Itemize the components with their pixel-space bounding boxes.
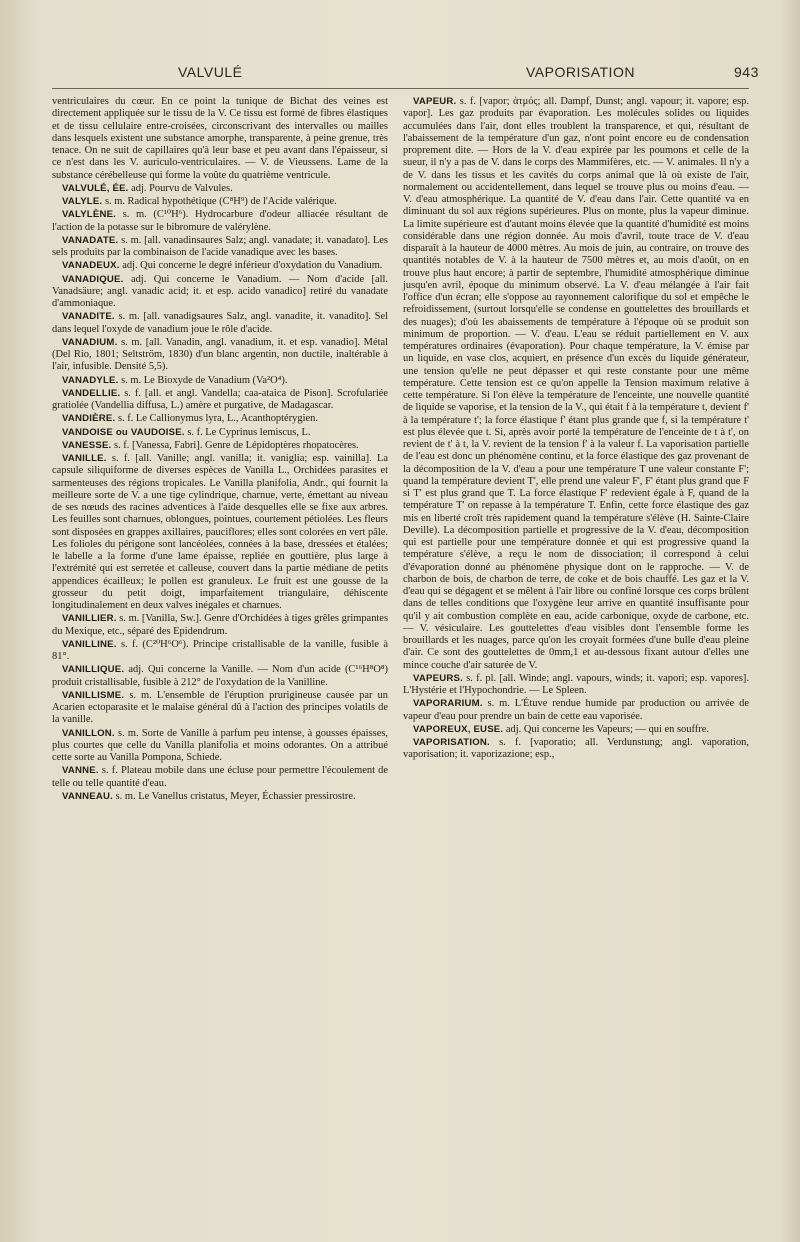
dictionary-entry	[52, 388, 388, 413]
dictionary-entry	[52, 453, 388, 612]
dictionary-entry	[52, 728, 388, 765]
entry-headword: VAPEUR.	[413, 96, 457, 107]
entry-text: adj. Pourvu de Valvules.	[131, 182, 233, 194]
entry-headword: VANADIUM.	[62, 336, 118, 348]
entry-text: s. f. Le Callionymus lyra, L., Acanthoptérygien.	[117, 413, 318, 425]
dictionary-entry	[52, 413, 388, 425]
dictionary-entry	[52, 613, 388, 638]
entry-text: s. m. Le Vanellus cristatus, Meyer, Échassier pressirostre.	[115, 790, 356, 802]
running-head-right: VAPORISATION	[526, 64, 635, 80]
dictionary-entry	[403, 737, 749, 762]
entry-text: adj. Qui concerne le Vanadium. — Nom d'acide [all. Vanadsäure; angl. vanadic acid; it. et esp. acido vanadico] retiré du vanadate d'ammoniaque.	[52, 273, 389, 309]
entry-headword: VANILLISME.	[62, 689, 125, 701]
entry-headword: VANADEUX.	[62, 260, 120, 272]
dictionary-entry	[52, 765, 388, 790]
running-head-left: VALVULÉ	[178, 64, 243, 80]
entry-headword: VANILLON.	[62, 727, 115, 739]
entry-text: s. f. Le Cyprinus lemiscus, L.	[187, 426, 311, 438]
header-rule	[52, 88, 749, 89]
entry-headword: VANESSE.	[62, 439, 112, 451]
dictionary-entry	[52, 690, 388, 727]
entry-text: s. f. [Vanessa, Fabri]. Genre de Lépidoptères rhopatocères.	[114, 439, 359, 451]
entry-text: s. f. [vaporatio; all. Verdunstung; angl. vaporation, vaporisation; it. vaporizazione; esp.,	[403, 737, 750, 761]
entry-text: s. m. Le Bioxyde de Vanadium (Va²O⁴).	[121, 374, 288, 386]
page-number: 943	[734, 64, 759, 80]
dictionary-entry	[52, 375, 388, 387]
entry-headword: VAPORISATION.	[413, 737, 490, 748]
entry-headword: VANILLE.	[62, 453, 107, 464]
entry-text: s. f. Plateau mobile dans une écluse pour permettre l'écoulement de telle ou telle quantité d'eau.	[52, 765, 389, 789]
entry-text: s. m. Sorte de Vanille à parfum peu intense, à gousses épaisses, plus courtes que celle du Vanilla planifolia et moins odorantes. On a attribué cette sorte au Vanilla Pompona, Schiede.	[52, 727, 388, 763]
entry-headword: VANILLINE.	[62, 638, 117, 650]
dictionary-entry	[52, 791, 388, 803]
entry-text: s. f. [all. et angl. Vandella; caa-ataica de Pison]. Scrofulariée gratiolée (Vandellia diffusa, L.) amère et purgative, de Madagascar.	[52, 387, 388, 411]
dictionary-entry	[52, 311, 388, 336]
entry-text: s. m. (C¹⁰H⁶). Hydrocarbure d'odeur alliacée résultant de l'action de la potasse sur le bibromure de valérylène.	[52, 209, 389, 233]
left-column	[52, 96, 388, 804]
entry-text: s. m. [all. vanadinsaures Salz; angl. vanadate; it. vanadato]. Les sels produits par la combinaison de l'acide vanadique avec les bases.	[52, 234, 388, 258]
entry-text: ventriculaires du cœur. En ce point la tunique de Bichat des veines est directement appliquée sur le tissu de la V. Ce tissu est formé de fibres élastiques et de tissu cellulaire entre-croisées, circonscrivant des intervalles ou mailles dans lesquels existent une substance amorphe, transparente, à peine grenue, très tenace. On ne suit de capillaires qu'à leur base et peu avant dans l'épaisseur, si ce n'est dans les V. auriculo-ventriculaires. — V. de Vieussens. Lame de la substance cérébelleuse qui forme la voûte du quatrième ventricule.	[52, 96, 388, 181]
dictionary-entry	[403, 698, 749, 723]
entry-headword: VANDIÈRE.	[62, 413, 116, 425]
entry-text: s. m. [all. Vanadin, angl. vanadium, it. et esp. vanadio]. Métal (Del Rio, 1801; Seltström, 1830) d'un blanc argentin, non ductile, inaltérable à l'air, infusible. Densité 5,5).	[52, 336, 389, 373]
entry-headword: VANADITE.	[62, 311, 115, 323]
entry-headword: VAPEURS.	[413, 672, 463, 684]
entry-headword: VANADYLE.	[62, 374, 119, 386]
entry-headword: VANNE.	[62, 765, 99, 777]
dictionary-entry	[52, 96, 388, 182]
dictionary-entry	[52, 337, 388, 374]
entry-text: s. f. pl. [all. Winde; angl. vapours, winds; it. vapori; esp. vapores]. L'Hystérie et l'Hypochondrie. — Le Spleen.	[403, 672, 750, 696]
entry-headword: VAPORARIUM.	[413, 698, 483, 710]
entry-text: s. f. (C²⁰H⁶O⁶). Principe cristallisable de la vanille, fusible à 81°.	[52, 638, 389, 662]
running-head	[0, 60, 800, 84]
entry-headword: VANNEAU.	[62, 790, 113, 802]
dictionary-entry	[52, 427, 388, 439]
entry-text: s. m. [Vanilla, Sw.]. Genre d'Orchidées à tiges grêles grimpantes du Mexique, etc., séparé des Epidendrum.	[52, 613, 389, 637]
entry-text: s. m. L'ensemble de l'éruption prurigineuse causée par un Acarien ectoparasite et le malaise général dû à l'action des principes volatils de la vanille.	[52, 689, 388, 726]
entry-headword: VANADIQUE.	[62, 273, 124, 285]
entry-text: adj. Qui concerne les Vapeurs; — qui en souffre.	[505, 723, 709, 735]
entry-text: adj. Qui concerne la Vanille. — Nom d'un acide (C¹⁶H⁸O⁸) produit cristallisable, fusible à 212° de l'oxydation de la Vanilline.	[52, 664, 388, 688]
dictionary-entry	[403, 96, 749, 672]
entry-headword: VANDOISE ou VAUDOISE.	[62, 426, 185, 438]
entry-headword: VANILLIQUE.	[62, 664, 125, 676]
dictionary-entry	[52, 183, 388, 195]
entry-text: s. f. [all. Vanille; angl. vanilla; it. vaniglia; esp. vainilla]. La capsule siliquiforme de diverses espèces de Vanilla L., Orchidées parasites et sarmenteuses des régions tropicales. Le Vanilla planifolia, Andr., qui fournit la meilleure sorte de V. a une tige cylindrique, charnue, verte, émettant au niveau de ses nœuds des racines adventices à l'aide desquelles elle se fixe aux arbres. Les feuilles sont charnues, oblongues, pointues, courtement pétiolées. Les fleurs sont disposées en grappes axillaires, pauciflores; elles sont colorées en vert pâle. Les folioles du périgone sont lancéolées, connées à la base, dressées et étalées; le labelle a la forme d'une lame épaisse, repliée en gouttière, plus large à l'extrémité qui est serretée et calleuse, couvert dans la partie médiane de petits appendices écailleux; le pollen est granuleux. Le fruit est une gousse de la grosseur du petit doigt, imparfaitement triangulaire, déhiscente longitudinalement en deux valves inégales et charnues.	[52, 453, 389, 611]
entry-headword: VANDELLIE.	[62, 387, 121, 399]
dictionary-entry	[52, 274, 388, 311]
dictionary-entry	[403, 724, 749, 736]
dictionary-entry	[52, 664, 388, 689]
entry-headword: VALVULÉ, ÉE.	[62, 182, 129, 194]
entry-headword: VAPOREUX, EUSE.	[413, 723, 504, 735]
entry-headword: VALYLE.	[62, 196, 103, 207]
dictionary-entry	[52, 235, 388, 260]
entry-text: s. m. L'Étuve rendue humide par production ou arrivée de vapeur d'eau pour prendre un bain de cette eau vaporisée.	[403, 698, 750, 722]
entry-text: s. m. Radical hypothétique (C⁸H⁹) de l'Acide valérique.	[104, 196, 337, 207]
dictionary-entry	[52, 440, 388, 452]
dictionary-entry	[403, 673, 749, 698]
entry-text: s. f. [vapor; ἀτμός; all. Dampf, Dunst; angl. vapour; it. vapore; esp. vapor]. Les gaz produits par évaporation. Les molécules solides ou liquides accumulées dans l'air, dont elles troublent la transparence, et qui, résultant de l'abaissement de la température d'un gaz, n'ont point encore eu de condensation proprement dite. — Hors de la V. d'eau expirée par les poumons et celle de la sueur, il n'y a pas de V. dans le corps des Mammifères, etc. — V. animales. Il n'y a de V. dans les tissus et les cavités du corps animal que là où existe de l'air, normalement ou accidentellement, dans lequel se trouve plus ou moins d'eau. — V. d'eau atmosphérique. La quantité de V. d'eau dans l'air. Cette quantité va en diminuant du sol aux régions supérieures. Plus on monte, plus la vapeur diminue. La limite supérieure est d'autant moins élevée que la quantité d'humidité est moins considérable dans une région donnée. Au mois d'avril, toute trace de V. d'eau disparaît à la hauteur de 4000 mètres. Au mois de juin, au contraire, on trouve des quantités notables de V. à la hauteur de 7500 mètres et, au mois d'août, on en trouve plus haut encore; à partir de septembre, l'humidité atmosphérique diminue jusqu'en avril, époque du minimum observé. La V. d'eau mélangée à l'air fait l'office d'un écran; elle s'oppose au rayonnement calorifique du sol et empêche le refroidissement, (surtout lorsqu'elle se condense en gouttelettes des brouillards et des nuages); d'où les abaissements de température à l'époque où se produit son minimum de proportion. — V. d'eau. L'eau se réduit partiellement en V. aux températures ordinaires (évaporation). Pour chaque température, la V. émise par un liquide, en vase clos, acquiert, en présence d'un excès du liquide générateur, une tension qu'elle ne peut dépasser et qui reste constante pour une même température. Cette tension est ce qu'on appelle la Tension maximum relative à cette température. Si l'on élève la température de l'enceinte, une nouvelle quantité de liquide se vaporise, et la tension de la V., qui était f à la température t, devient f' à la température t'; la force élastique f' étant plus grande que f, si la température t' est plus élevée que t. Si, après avoir porté la température de l'enceinte de t à t', on revient de t' à t, la V. revient de la tension f' à la valeur f. La vaporisation partielle de l'eau est donc un phénomène continu, et la force élastique des gaz provenant de la décomposition de la V. d'eau a pour une température T une valeur constante F'; quand la température devient T', elle prend une valeur F', F' étant plus grand que F si T' est plus grand que T. La force élastique F' redevient égale à F, quand de la température T' on repasse à la température T. Enfin, cette force élastique des gaz mis en liberté croît très rapidement quand la température s'élève (H. Sainte-Claire Deville). La décomposition partielle et progressive de la V. d'eau, décomposition qui est partielle pour une température donnée et qui est progressive quand la température s'élève, a reçu le nom de dissociation; il correspond à celui d'évaporation donné au phénomène physique dont on le rapproche. — V. de charbon de bois, de charbon de terre, de coke et de bois chauffé. Les gaz et la V. d'eau qui se dégagent et se mêlent à l'air libre ou confiné lorsque ces corps brûlent dans de telles conditions que l'oxygène leur arrive en quantité insuffisante pour qu'il y ait combustion complète en eau, acide carbonique, oxyde de carbone, etc. — V. vésiculaire. Les gouttelettes d'eau visibles dont l'ensemble forme les brouillards et les nuages, parce qu'on les croyait formées d'une bulle d'eau pleine d'air. Ce sont des gouttelettes de 0mm,1 et au-dessous fixant autour d'elles une mince couche d'air saturée de V.	[403, 96, 750, 671]
dictionary-entry	[52, 196, 388, 208]
dictionary-entry	[52, 639, 388, 664]
dictionary-entry	[52, 260, 388, 272]
dictionary-entry	[52, 209, 388, 234]
entry-text: adj. Qui concerne le degré inférieur d'oxydation du Vanadium.	[122, 260, 383, 272]
entry-headword: VALYLÈNE.	[62, 209, 117, 221]
entry-headword: VANILLIER.	[62, 613, 117, 625]
right-column	[403, 96, 749, 763]
entry-headword: VANADATE.	[62, 234, 119, 246]
entry-text: s. m. [all. vanadigsaures Salz, angl. vanadite, it. vanadito]. Sel dans lequel l'oxyde de vanadium joue le rôle d'acide.	[52, 311, 389, 335]
